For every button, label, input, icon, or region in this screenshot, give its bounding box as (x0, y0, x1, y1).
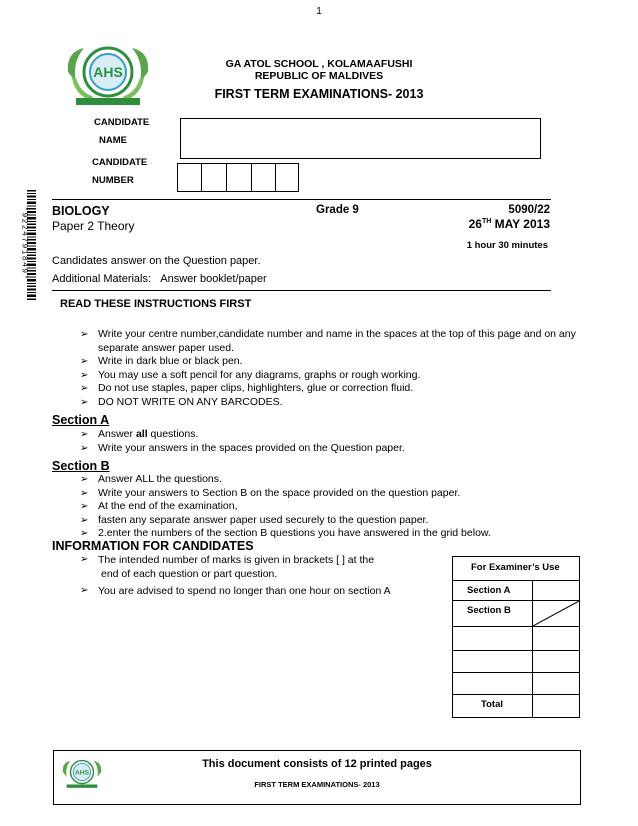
list-item: ➢ Write your answers in the spaces provided on the Question paper. (80, 441, 405, 454)
list-item: ➢ Write in dark blue or black pen. (80, 355, 243, 367)
examiner-total-label: Total (453, 695, 533, 718)
examiner-total-score[interactable] (533, 695, 580, 718)
list-item: ➢ Answer ALL the questions. (80, 473, 222, 485)
arrow-bullet-icon: ➢ (80, 442, 89, 454)
arrow-bullet-icon: ➢ (80, 487, 89, 499)
barcode (10, 190, 38, 307)
list-item: ➢ The intended number of marks is given in brackets [ ] at the end of each question or part question. (80, 554, 375, 580)
footer-box (53, 750, 581, 805)
svg-text:AHS: AHS (74, 769, 90, 777)
diagonal-line-icon (533, 601, 579, 626)
exam-date-rest: MAY 2013 (491, 217, 550, 231)
materials-value: Answer booklet/paper (160, 273, 267, 285)
information-list (80, 553, 445, 598)
candidate-name-field[interactable] (180, 118, 541, 159)
examiner-section-a-label: Section A (453, 581, 533, 601)
subject-name: BIOLOGY (52, 204, 110, 218)
section-b-list (80, 473, 588, 541)
footer-pages-note: This document consists of 12 printed pages (202, 758, 432, 770)
arrow-bullet-icon: ➢ (80, 329, 89, 340)
page-number: 1 (316, 6, 322, 17)
rule-top (52, 199, 551, 200)
list-item: ➢ fasten any separate answer paper used securely to the question paper. (80, 513, 429, 526)
svg-text:AHS: AHS (93, 64, 123, 80)
footer-exam-title: FIRST TERM EXAMINATIONS- 2013 (254, 780, 380, 789)
candidate-number-grid[interactable] (177, 163, 299, 192)
paper-name: Paper 2 Theory (52, 219, 135, 233)
duration: 1 hour 30 minutes (466, 240, 548, 251)
school-name: GA ATOL SCHOOL , KOLAMAAFUSHI (225, 58, 413, 70)
exam-title: FIRST TERM EXAMINATIONS- 2013 (214, 87, 424, 101)
list-item: ➢ You may use a soft pencil for any diagrams, graphs or rough working. (80, 368, 421, 381)
examiner-table-title: For Examiner’s Use (453, 557, 580, 581)
school-country: REPUBLIC OF MALDIVES (254, 70, 384, 82)
examiner-cell[interactable] (533, 673, 580, 695)
candidate-number-label-1: CANDIDATE (92, 157, 148, 168)
arrow-bullet-icon: ➢ (80, 429, 89, 440)
arrow-bullet-icon: ➢ (80, 383, 89, 394)
arrow-bullet-icon: ➢ (80, 396, 89, 408)
examiner-section-b-score[interactable] (533, 601, 580, 627)
list-item: ➢ You are advised to spend no longer than one hour on section A (80, 585, 391, 597)
arrow-bullet-icon: ➢ (80, 356, 89, 367)
examiner-cell[interactable] (453, 673, 533, 695)
examiner-cell[interactable] (453, 627, 533, 651)
exam-date (440, 217, 550, 231)
additional-materials (52, 273, 267, 285)
list-item: ➢ At the end of the examination, (80, 500, 238, 512)
instructions-list (80, 328, 588, 409)
examiner-cell[interactable] (533, 651, 580, 673)
examiner-section-b-label: Section B (453, 601, 533, 627)
candidate-name-label-1: CANDIDATE (94, 117, 150, 128)
grade: Grade 9 (316, 204, 359, 216)
examiner-cell[interactable] (453, 651, 533, 673)
list-item: ➢ Do not use staples, paper clips, highlighters, glue or correction fluid. (80, 382, 414, 394)
list-item: ➢ DO NOT WRITE ON ANY BARCODES. (80, 395, 283, 408)
list-item: ➢ Write your centre number,candidate number and name in the spaces at the top of this page and on any separate answer paper used. (80, 328, 576, 354)
candidate-name-label-2: NAME (99, 135, 127, 146)
instructions-heading: READ THESE INSTRUCTIONS FIRST (60, 298, 252, 310)
arrow-bullet-icon: ➢ (80, 474, 89, 485)
arrow-bullet-icon: ➢ (80, 514, 89, 526)
section-a-list (80, 428, 588, 455)
exam-date-day: 26 (468, 217, 482, 231)
information-heading: INFORMATION FOR CANDIDATES (52, 539, 254, 553)
examiner-section-a-score[interactable] (533, 581, 580, 601)
examiner-table (452, 556, 580, 718)
arrow-bullet-icon: ➢ (80, 528, 89, 539)
section-b-heading: Section B (52, 459, 110, 473)
answer-note: Candidates answer on the Question paper. (52, 255, 261, 267)
barcode-text: *9224791849* (19, 206, 29, 281)
materials-label: Additional Materials: (52, 273, 152, 285)
arrow-bullet-icon: ➢ (80, 501, 89, 512)
list-item: ➢ Answer all questions. (80, 428, 199, 440)
paper-code: 5090/22 (508, 204, 550, 216)
arrow-bullet-icon: ➢ (80, 554, 89, 565)
rule-bottom (52, 290, 551, 291)
examiner-cell[interactable] (533, 627, 580, 651)
arrow-bullet-icon: ➢ (80, 585, 89, 596)
arrow-bullet-icon: ➢ (80, 369, 89, 381)
candidate-number-label-2: NUMBER (92, 175, 134, 186)
list-item: ➢ 2.enter the numbers of the section B questions you have answered in the grid below. (80, 527, 491, 539)
exam-date-suffix: TH (481, 218, 492, 225)
section-a-heading: Section A (52, 413, 110, 427)
list-item: ➢ Write your answers to Section B on the space provided on the question paper. (80, 486, 461, 499)
